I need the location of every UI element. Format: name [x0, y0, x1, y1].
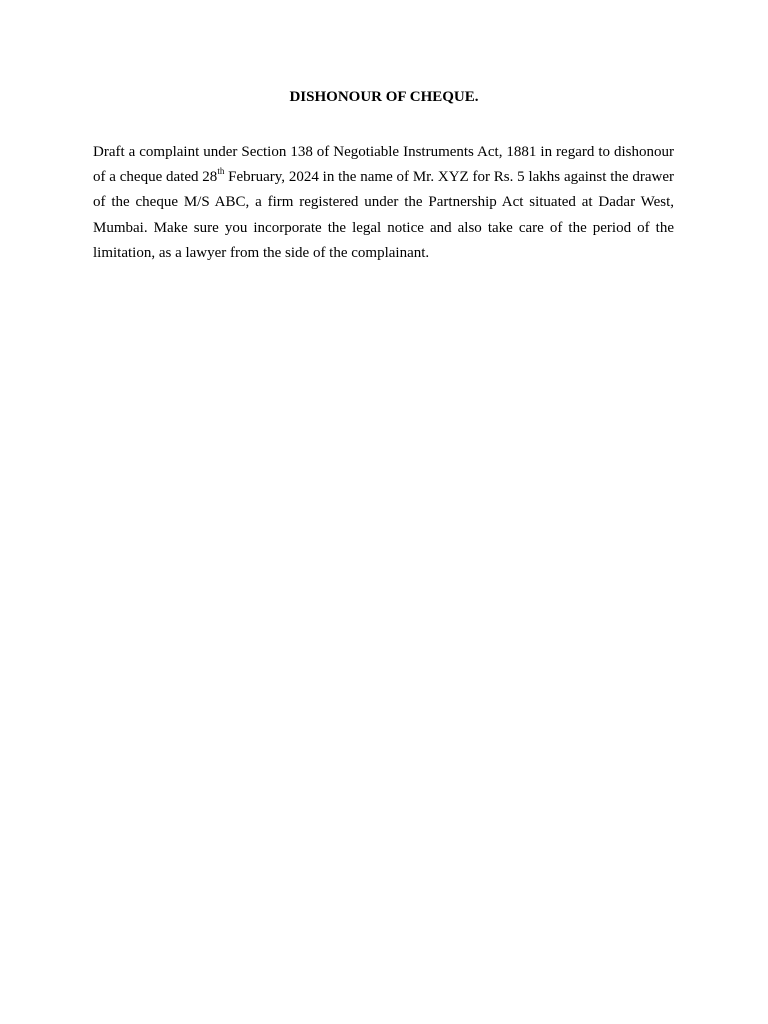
date-ordinal-superscript: th — [217, 166, 225, 177]
paragraph-text-part-1: Draft a complaint under Section 138 of Negotiable Instruments Act, 1881 in regard to dishonour of a cheque dated 28 — [93, 144, 674, 186]
document-title: DISHONOUR OF CHEQUE. — [289, 89, 479, 105]
question-paragraph — [93, 140, 674, 266]
paragraph-text-part-2: February, 2024 in the name of Mr. XYZ for Rs. 5 lakhs against the drawer of the cheque M/S ABC, a firm registered under the Partnership Act situated at Dadar West, Mumbai. Make sure you incorporate the legal notice and also take care of the period of the limitation, as a lawyer from the side of the complainant. — [93, 169, 674, 261]
